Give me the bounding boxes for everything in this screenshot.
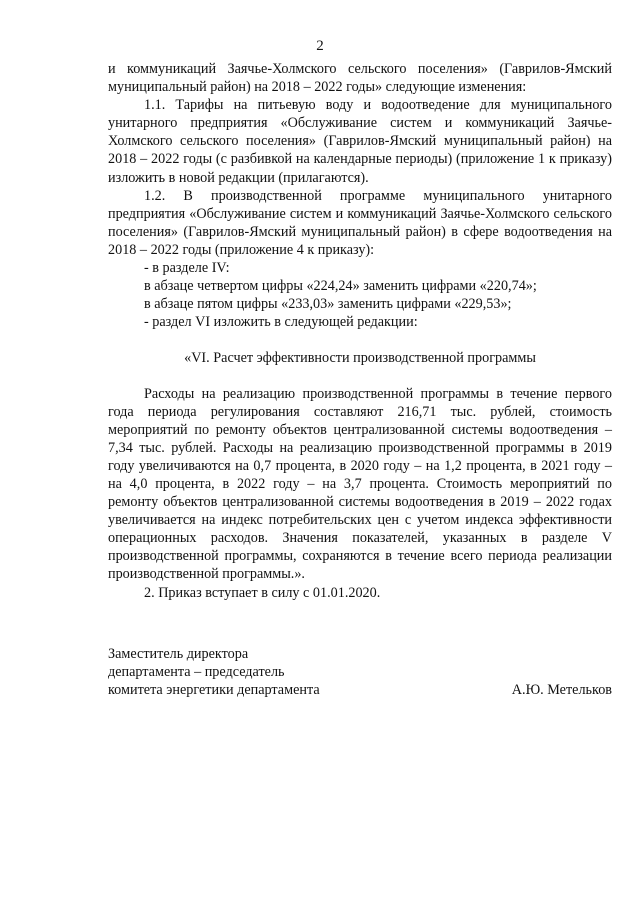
paragraph-intro: и коммуникаций Заячье-Холмского сельского поселения» (Гаврилов-Ямский муниципальный район) на 2018 – 2022 годы» следующие изменения: (108, 61, 612, 96)
signatory-name: А.Ю. Метельков (511, 682, 612, 699)
section-heading: «VI. Расчет эффективности производственной программы (184, 350, 536, 367)
paragraph-1-2: 1.2. В производственной программе муниципального унитарного предприятия «Обслуживание систем и коммуникаций Заячье-Холмского сельского поселения» (Гаврилов-Ямский муниципальный район) в сфере водоотведения на 2018 – 2022 годы (приложение 4 к приказу): (108, 187, 612, 258)
list-item-section-iv: - в разделе IV: (144, 260, 230, 277)
page-number: 2 (316, 38, 324, 54)
paragraph-1-1: 1.1. Тарифы на питьевую воду и водоотведение для муниципального унитарного предприятия «Обслуживание систем и коммуникаций Заячье-Холмского сельского поселения» (Гаврилов-Ямский муниципальный район) на 2018 – 2022 годы (с разбивкой на календарные периоды) (приложение 1 к приказу) изложить в новой редакции (прилагаются). (108, 97, 612, 186)
list-item-paragraph-five: в абзаце пятом цифры «233,03» заменить цифрами «229,53»; (144, 296, 512, 313)
paragraph-expenses: Расходы на реализацию производственной программы в течение первого года периода регулирования составляют 216,71 тыс. рублей, стоимость мероприятий по ремонту объектов централизованной системы водоотведения – 7,34 тыс. рублей. Расходы на реализацию производственной программы в 2019 году увеличиваются на 0,7 процента, в 2020 году – на 1,2 процента, в 2021 году – на 4,0 процента, в 2022 году – на 3,7 процента. Стоимость мероприятий по ремонту объектов централизованной системы водоотведения в 2019 – 2022 годах увеличивается на индекс потребительских цен с учетом индекса эффективности операционных расходов. Значения показателей, указанных в разделе V производственной программы, сохраняются в течение всего периода реализации производственной программы.». (108, 385, 612, 583)
list-item-paragraph-four: в абзаце четвертом цифры «224,24» заменить цифрами «220,74»; (144, 278, 537, 295)
signature-title-line-1: Заместитель директора (108, 646, 249, 662)
signature-title-line-2: департамента – председатель (108, 664, 285, 681)
paragraph-effective-date: 2. Приказ вступает в силу с 01.01.2020. (144, 584, 381, 601)
signature-title-line-3: комитета энергетики департамента (108, 682, 320, 699)
signature-block (108, 645, 612, 699)
list-item-section-vi: - раздел VI изложить в следующей редакции: (144, 314, 418, 331)
document-body (108, 60, 612, 602)
signature-row (108, 681, 612, 699)
